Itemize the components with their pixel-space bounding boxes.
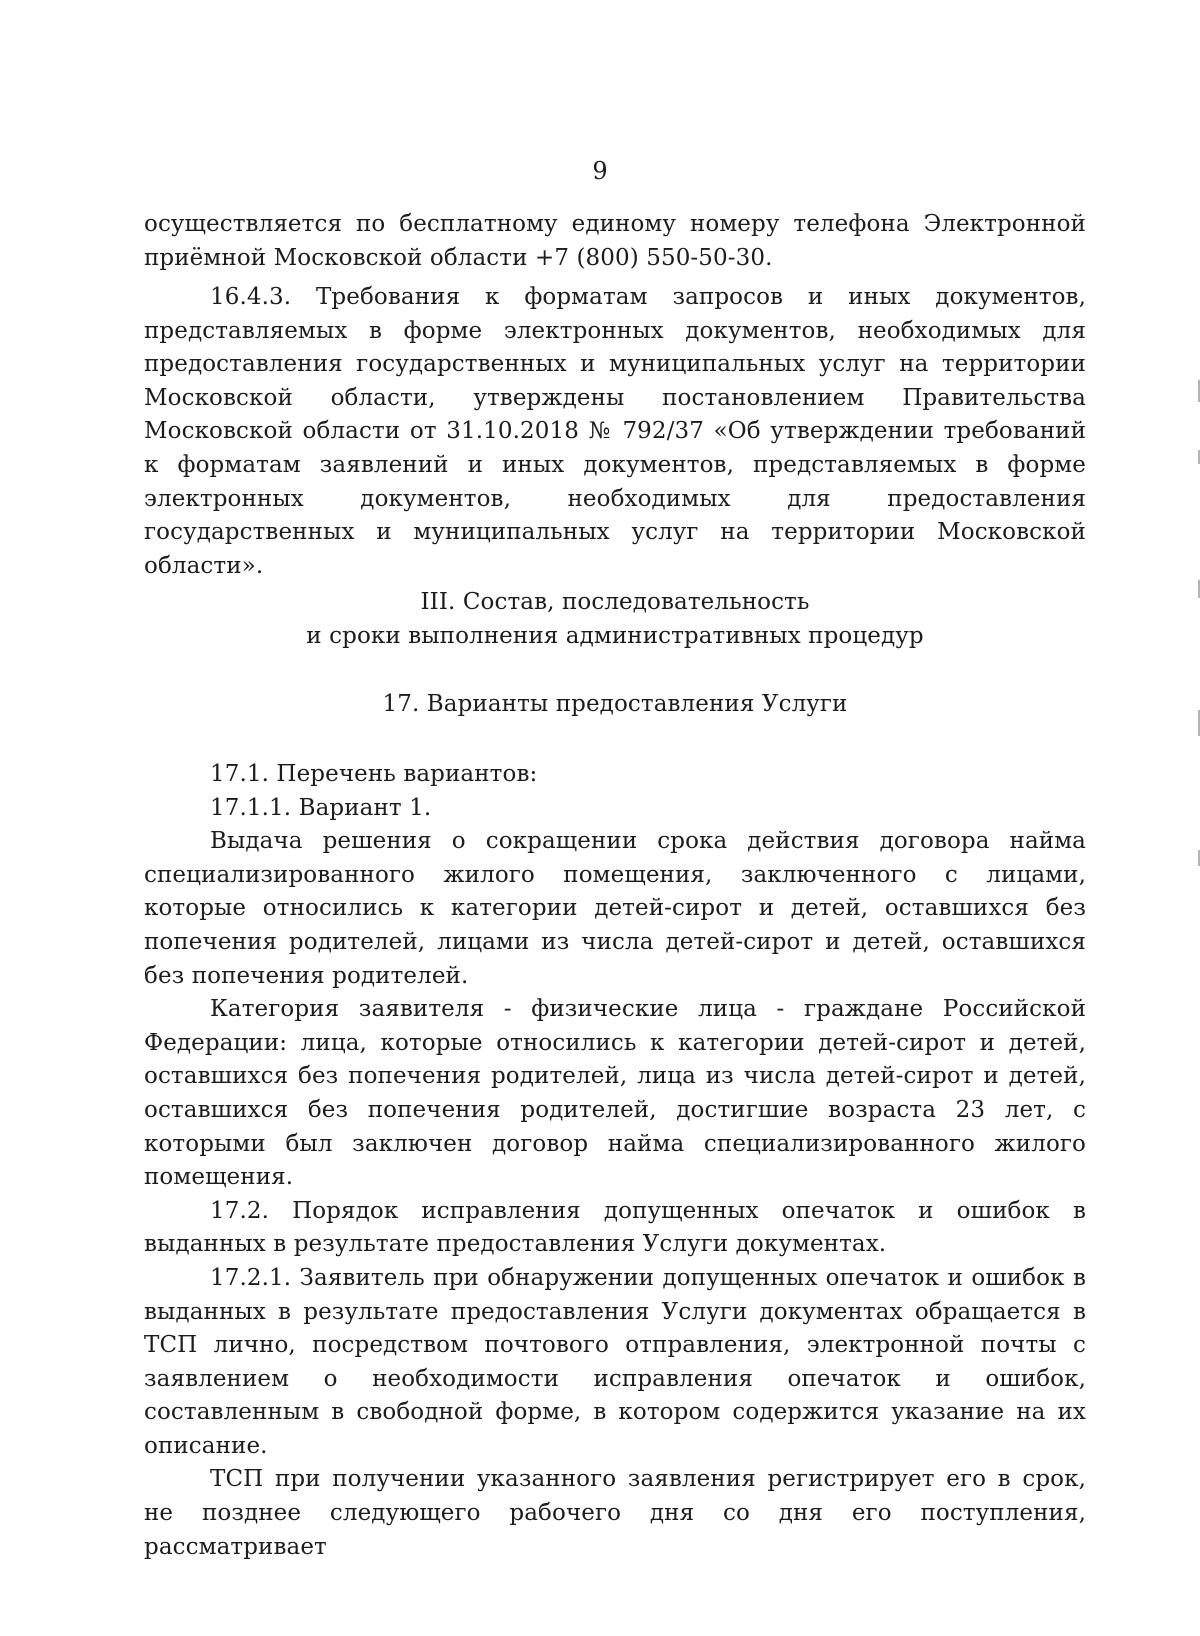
scan-edge-marks (1194, 380, 1200, 920)
section-heading-line-1: III. Состав, последовательность (420, 589, 810, 615)
page-number: 9 (592, 157, 608, 185)
section-heading-line-2: и сроки выполнения административных процедур (306, 622, 924, 649)
main-text-block (144, 758, 1086, 1564)
subheading-17: 17. Варианты предоставления Услуги (382, 691, 848, 717)
paragraph-17-2: 17.2. Порядок исправления допущенных опечаток и ошибок в выданных в результате предоставления Услуги документах. (144, 1197, 1086, 1258)
subheading-block (144, 688, 1086, 722)
paragraph-tsp-registration: ТСП при получении указанного заявления регистрирует его в срок, не позднее следующего рабочего дня со дня его поступления, рассматривает (144, 1466, 1086, 1560)
paragraph-16-4-3: 16.4.3. Требования к форматам запросов и иных документов, представляемых в форме электронных документов, необходимых для предоставления государственных и муниципальных услуг на территории Московской области, утверждены постановлением Правительства Московской области от 31.10.2018 № 792/37 «Об утверждении требований к форматам заявлений и иных документов, представляемых в форме электронных документов, необходимых для предоставления государственных и муниципальных услуг на территории Московской области». (144, 284, 1086, 579)
paragraph-variant-description: Выдача решения о сокращении срока действия договора найма специализированного жилого помещения, заключенного с лицами, которые относились к категории детей-сирот и детей, оставшихся без попечения родителей, лицами из числа детей-сирот и детей, оставшихся без попечения родителей. (144, 828, 1086, 989)
paragraph-applicant-category: Категория заявителя - физические лица - граждане Российской Федерации: лица, которые относились к категории детей-сирот и детей, оставшихся без попечения родителей, лица из числа детей-сирот и детей, оставшихся без попечения родителей, достигшие возраста 23 лет, с которыми был заключен договор найма специализированного жилого помещения. (144, 996, 1086, 1191)
paragraph-17-1-1: 17.1.1. Вариант 1. (210, 794, 432, 821)
paragraph-16-4-3-block (144, 281, 1086, 583)
paragraph-phone-info: осуществляется по бесплатному единому номеру телефона Электронной приёмной Московской области +7 (800) 550-50-30. (144, 211, 1086, 271)
paragraph-17-2-1: 17.2.1. Заявитель при обнаружении допущенных опечаток и ошибок в выданных в результате предоставления Услуги документах обращается в ТСП лично, посредством почтового отправления, электронной почты с заявлением о необходимости исправления опечаток и ошибок, составленным в свободной форме, в котором содержится указание на их описание. (144, 1264, 1086, 1459)
paragraph-17-1: 17.1. Перечень вариантов: (210, 761, 538, 787)
paragraph-continuation-block (144, 208, 1086, 275)
section-heading-block (144, 586, 1086, 653)
